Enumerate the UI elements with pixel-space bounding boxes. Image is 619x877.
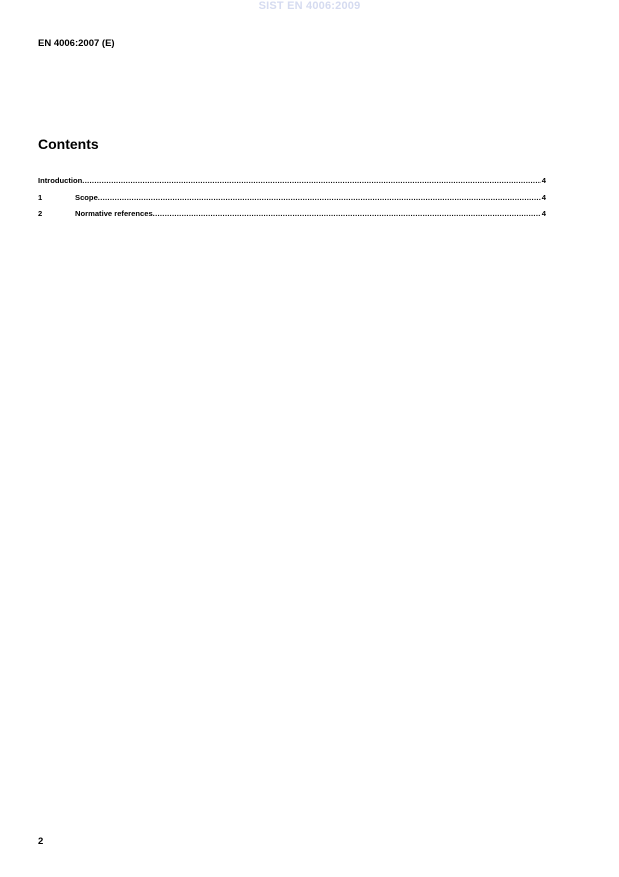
toc-entry-number: 2	[38, 209, 43, 218]
toc-entry-normative-references[interactable]	[38, 209, 546, 226]
toc-entry-page: 4	[541, 192, 546, 202]
table-of-contents	[38, 176, 546, 226]
watermark: SIST EN 4006:2009	[258, 0, 361, 12]
document-identifier: EN 4006:2007 (E)	[38, 38, 115, 49]
toc-entry-number: 1	[38, 192, 43, 202]
toc-entry-title: Scope	[75, 192, 98, 202]
toc-dot-leader	[98, 193, 541, 202]
toc-dot-leader	[82, 176, 540, 185]
toc-entry-introduction[interactable]	[38, 176, 546, 193]
toc-entry-title: Normative references	[75, 209, 153, 218]
toc-entry-page: 4	[541, 176, 546, 185]
contents-heading: Contents	[38, 136, 99, 152]
page-number: 2	[38, 836, 44, 847]
toc-dot-leader	[153, 209, 541, 218]
toc-entry-title: Introduction	[38, 176, 83, 185]
toc-entry-page: 4	[541, 209, 546, 218]
toc-entry-scope[interactable]	[38, 193, 546, 210]
